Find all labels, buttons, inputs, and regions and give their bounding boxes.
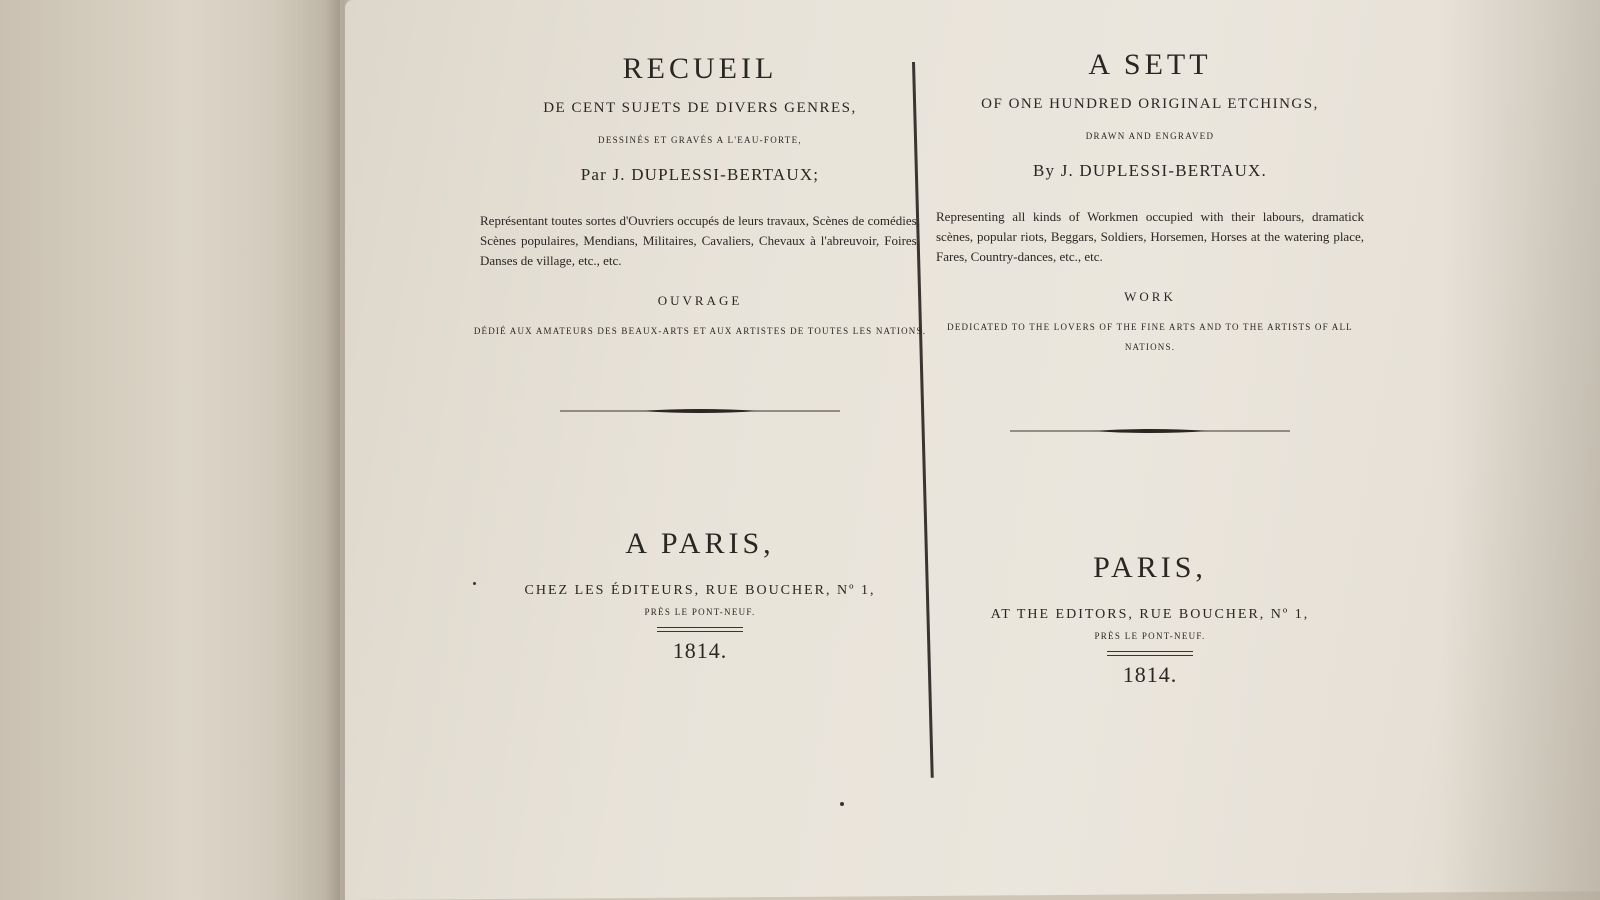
paper-speck [473, 582, 476, 585]
english-subtitle: OF ONE HUNDRED ORIGINAL ETCHINGS, [981, 96, 1319, 112]
french-description: Représentant toutes sortes d'Ouvriers occupés de leurs travaux, Scènes de comédies, Scènes populaires, Mendians, Militaires, Cavaliers, Chevaux à l'abreuvoir, Foires, Danses de village, etc., etc. [480, 213, 920, 268]
page-edge-shade [1440, 0, 1600, 900]
english-dedication: DEDICATED TO THE LOVERS OF THE FINE ARTS AND TO THE ARTISTS OF ALL NATIONS. [947, 322, 1353, 352]
french-author: Par J. DUPLESSI-BERTAUX; [580, 165, 820, 184]
english-year-rule [1107, 651, 1193, 656]
french-title: RECUEIL [622, 52, 778, 85]
english-drawn-line: DRAWN AND ENGRAVED [1085, 131, 1215, 141]
english-ornament-rule [1010, 427, 1290, 435]
french-year: 1814. [672, 638, 728, 663]
french-ornament-rule [560, 407, 840, 415]
french-subtitle: DE CENT SUJETS DE DIVERS GENRES, [543, 100, 857, 116]
french-publisher: CHEZ LES ÉDITEURS, RUE BOUCHER, Nº 1, [524, 583, 876, 598]
english-column [930, 48, 1370, 688]
english-title: A SETT [1088, 48, 1212, 81]
french-dedication: DÉDIÉ AUX AMATEURS DES BEAUX-ARTS ET AUX ARTISTES DE TOUTES LES NATIONS. [473, 326, 927, 336]
english-publisher: AT THE EDITORS, RUE BOUCHER, Nº 1, [990, 607, 1310, 622]
paper-speck [840, 802, 844, 806]
french-year-rule [657, 627, 743, 632]
english-place: PARIS, [1093, 551, 1207, 584]
english-near-line: PRÈS LE PONT-NEUF. [1094, 631, 1206, 641]
english-year: 1814. [1122, 662, 1178, 687]
left-page [0, 0, 340, 900]
french-near-line: PRÈS LE PONT-NEUF. [644, 607, 756, 617]
english-description: Representing all kinds of Workmen occupied with their labours, dramatick scènes, popular riots, Beggars, Soldiers, Horsemen, Horses at the watering place, Fares, Country-dances, etc., etc. [936, 209, 1364, 264]
french-work-label: OUVRAGE [657, 293, 743, 308]
french-drawn-line: DESSINÉS ET GRAVÉS A L'EAU-FORTE, [598, 135, 802, 145]
french-place: A PARIS, [625, 527, 775, 560]
english-author: By J. DUPLESSI-BERTAUX. [1033, 161, 1267, 180]
english-work-label: WORK [1124, 289, 1176, 304]
french-column [470, 52, 930, 664]
